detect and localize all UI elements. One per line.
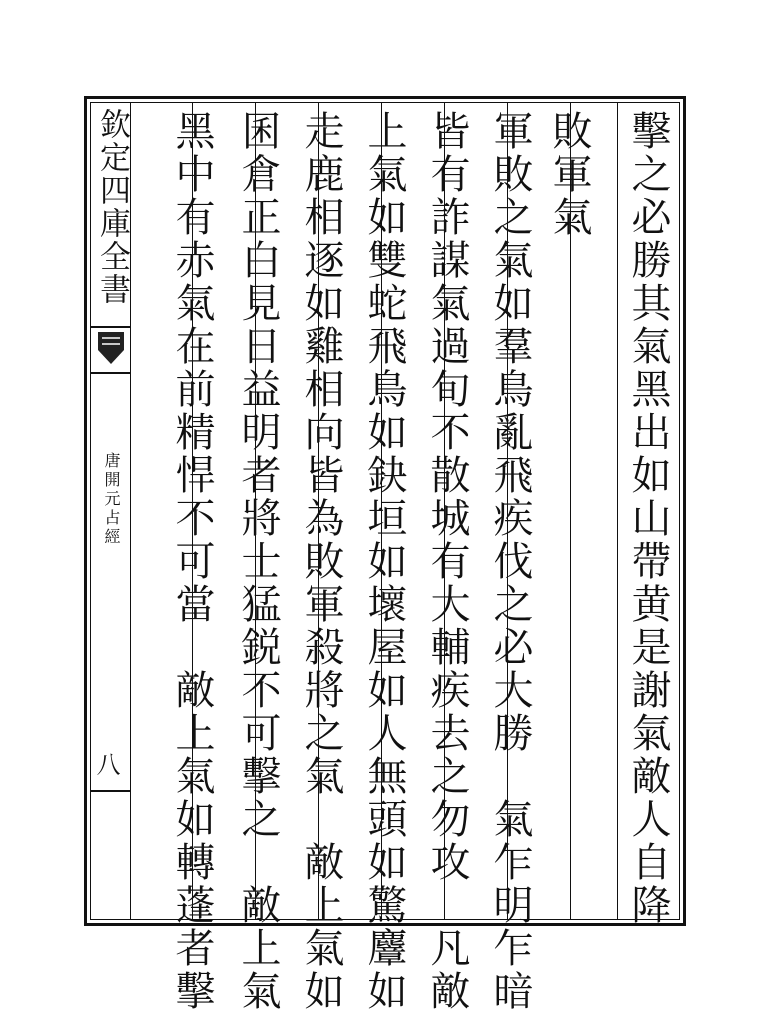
text-column-8: 黑中有赤氣在前精悍不可當 敵上氣如轉蓬者擊 (169, 110, 215, 1013)
text-column-6: 走鹿相逐如雞相向皆為敗軍殺將之氣 敵上氣如 (298, 110, 344, 1013)
text-column-7: 囷倉正白見日益明者將士猛鋭不可擊之 敵上氣 (235, 110, 281, 1013)
text-column-3: 軍敗之氣如羣鳥亂飛疾伐之必大勝 氣乍明乍暗 (487, 110, 533, 1013)
fish-tail-mark-icon (96, 330, 126, 368)
text-column-1: 擊之必勝其氣黑出如山帶黄是謝氣敵人自降 (625, 110, 671, 927)
page-number-rule (90, 790, 130, 792)
fish-tail-top-line (90, 326, 130, 328)
book-title: 唐開元占經 (102, 452, 121, 547)
text-column-4: 皆有詐謀氣過旬不散城有大輔疾去之勿攻 凡敵 (424, 110, 470, 1013)
page-number: 八 (92, 752, 120, 776)
text-column-5: 上氣如雙蛇飛鳥如鈌垣如壞屋如人無頭如驚麞如 (361, 110, 407, 1013)
section-heading: 敗軍氣 (546, 110, 592, 239)
fish-tail-bottom-line (90, 372, 130, 374)
series-title: 欽定四庫全書 (94, 108, 130, 306)
